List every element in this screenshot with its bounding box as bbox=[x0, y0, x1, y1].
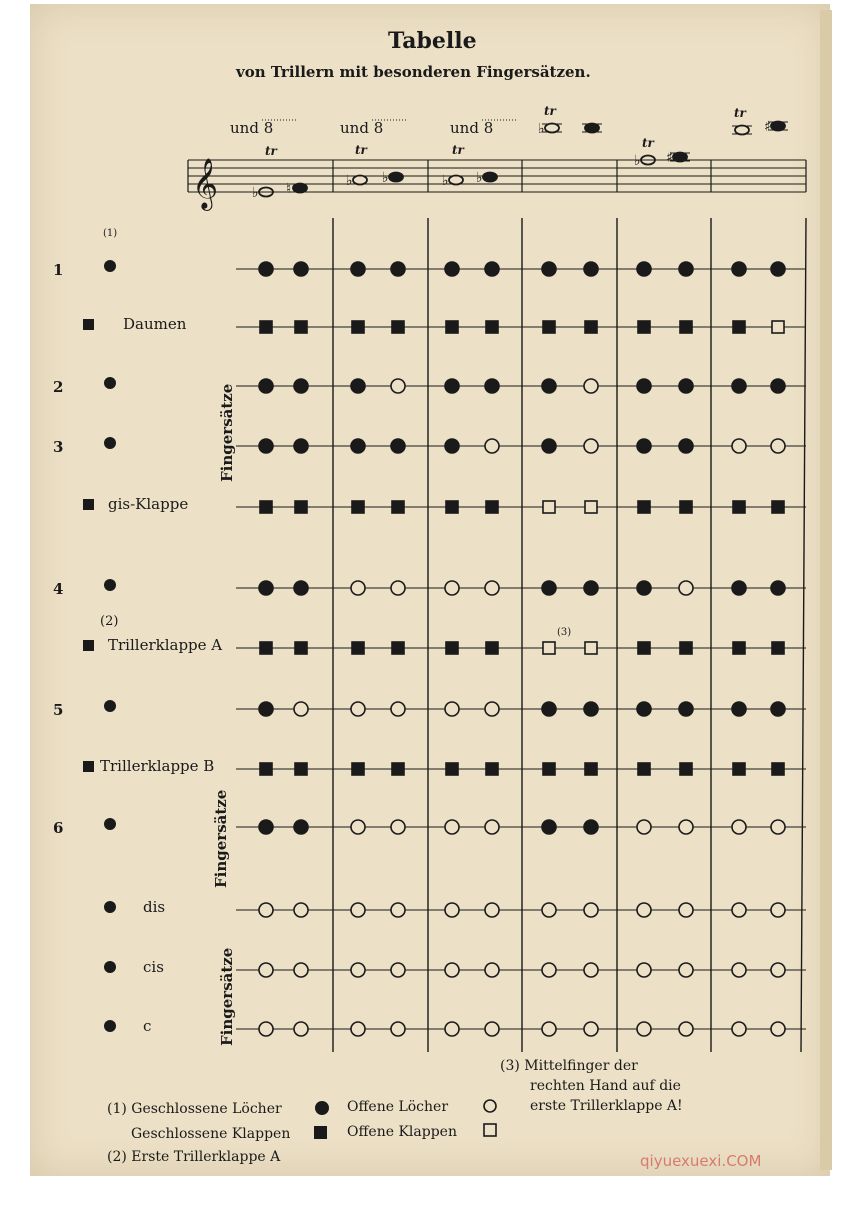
closed-key-icon bbox=[352, 501, 364, 513]
open-hole-icon bbox=[485, 439, 499, 453]
row-number: 6 bbox=[53, 819, 64, 837]
legend-open-key-icon bbox=[484, 1124, 496, 1136]
closed-key-icon bbox=[638, 321, 650, 333]
closed-hole-icon bbox=[637, 702, 651, 716]
open-hole-icon bbox=[584, 903, 598, 917]
row-label: Daumen bbox=[123, 315, 187, 333]
legend-open-hole-icon bbox=[484, 1100, 496, 1112]
closed-hole-icon bbox=[294, 262, 308, 276]
closed-hole-icon bbox=[259, 702, 273, 716]
row-hole-icon bbox=[104, 818, 116, 830]
row-label: c bbox=[143, 1017, 152, 1035]
legend-closed-keys: Geschlossene Klappen bbox=[131, 1126, 291, 1142]
open-hole-icon bbox=[485, 581, 499, 595]
closed-key-icon bbox=[638, 763, 650, 775]
accidental-icon: ♭ bbox=[252, 185, 259, 201]
row-number: 1 bbox=[53, 261, 64, 279]
grid-right-border bbox=[801, 218, 806, 1052]
und-label-2: und 8 bbox=[340, 119, 384, 137]
note-marker-1: (1) bbox=[103, 228, 118, 239]
closed-hole-icon bbox=[584, 262, 598, 276]
open-hole-icon bbox=[294, 1022, 308, 1036]
closed-key-icon bbox=[260, 763, 272, 775]
treble-clef-icon: 𝄞 bbox=[192, 158, 219, 209]
closed-hole-icon bbox=[771, 702, 785, 716]
open-hole-icon bbox=[351, 963, 365, 977]
open-hole-icon bbox=[294, 702, 308, 716]
note-icon bbox=[735, 126, 749, 135]
row-number: 5 bbox=[53, 701, 64, 719]
open-hole-icon bbox=[485, 702, 499, 716]
open-hole-icon bbox=[679, 903, 693, 917]
trill-mark: tr bbox=[544, 104, 556, 118]
closed-hole-icon bbox=[445, 379, 459, 393]
note-head bbox=[346, 173, 367, 189]
open-hole-icon bbox=[771, 1022, 785, 1036]
closed-hole-icon bbox=[351, 379, 365, 393]
closed-hole-icon bbox=[294, 379, 308, 393]
closed-hole-icon bbox=[771, 379, 785, 393]
open-hole-icon bbox=[351, 1022, 365, 1036]
closed-key-icon bbox=[486, 321, 498, 333]
closed-key-icon bbox=[352, 763, 364, 775]
open-hole-icon bbox=[732, 820, 746, 834]
accidental-icon: ♮ bbox=[286, 181, 292, 197]
row-number: 2 bbox=[53, 378, 64, 396]
open-hole-icon bbox=[391, 820, 405, 834]
row-hole-icon bbox=[104, 260, 116, 272]
closed-hole-icon bbox=[445, 439, 459, 453]
closed-key-icon bbox=[486, 501, 498, 513]
open-hole-icon bbox=[732, 903, 746, 917]
open-hole-icon bbox=[771, 963, 785, 977]
closed-hole-icon bbox=[259, 379, 273, 393]
open-hole-icon bbox=[259, 1022, 273, 1036]
accidental-icon: ♯ bbox=[764, 119, 771, 135]
closed-key-icon bbox=[733, 642, 745, 654]
closed-key-icon bbox=[446, 321, 458, 333]
closed-key-icon bbox=[295, 321, 307, 333]
closed-hole-icon bbox=[391, 439, 405, 453]
page-subtitle: von Trillern mit besonderen Fingersätzen. bbox=[236, 63, 591, 81]
closed-hole-icon bbox=[351, 262, 365, 276]
open-hole-icon bbox=[771, 439, 785, 453]
note-head bbox=[252, 185, 273, 201]
open-hole-icon bbox=[445, 1022, 459, 1036]
open-hole-icon bbox=[637, 963, 651, 977]
row-key-icon bbox=[83, 319, 94, 330]
open-hole-icon bbox=[294, 903, 308, 917]
open-hole-icon bbox=[485, 820, 499, 834]
open-hole-icon bbox=[637, 820, 651, 834]
note-head bbox=[634, 153, 655, 169]
closed-hole-icon bbox=[485, 379, 499, 393]
closed-hole-icon bbox=[259, 581, 273, 595]
open-hole-icon bbox=[485, 963, 499, 977]
closed-hole-icon bbox=[294, 820, 308, 834]
open-key-icon bbox=[543, 642, 555, 654]
trill-mark: tr bbox=[265, 144, 277, 158]
open-hole-icon bbox=[391, 963, 405, 977]
closed-key-icon bbox=[638, 642, 650, 654]
closed-hole-icon bbox=[584, 702, 598, 716]
row-label: dis bbox=[143, 898, 166, 916]
closed-key-icon bbox=[638, 501, 650, 513]
note-head bbox=[286, 181, 307, 197]
open-hole-icon bbox=[771, 903, 785, 917]
closed-hole-icon bbox=[294, 581, 308, 595]
row-hole-icon bbox=[104, 961, 116, 973]
und-label-3: und 8 bbox=[450, 119, 494, 137]
open-hole-icon bbox=[485, 903, 499, 917]
closed-hole-icon bbox=[771, 581, 785, 595]
closed-key-icon bbox=[392, 642, 404, 654]
closed-hole-icon bbox=[542, 581, 556, 595]
row-key-icon bbox=[83, 761, 94, 772]
open-hole-icon bbox=[679, 820, 693, 834]
closed-key-icon bbox=[680, 321, 692, 333]
closed-key-icon bbox=[260, 501, 272, 513]
open-key-icon bbox=[772, 321, 784, 333]
note-icon bbox=[585, 124, 599, 133]
legend-closed-key-icon bbox=[314, 1126, 327, 1139]
closed-hole-icon bbox=[445, 262, 459, 276]
open-key-icon bbox=[585, 501, 597, 513]
row-label: cis bbox=[143, 958, 164, 976]
music-staff bbox=[188, 119, 806, 211]
closed-hole-icon bbox=[732, 702, 746, 716]
closed-hole-icon bbox=[732, 379, 746, 393]
row-hole-icon bbox=[104, 579, 116, 591]
closed-key-icon bbox=[446, 763, 458, 775]
accidental-icon: ♭ bbox=[442, 173, 449, 189]
row-number: 3 bbox=[53, 438, 64, 456]
closed-key-icon bbox=[486, 763, 498, 775]
closed-hole-icon bbox=[679, 439, 693, 453]
closed-hole-icon bbox=[679, 262, 693, 276]
open-hole-icon bbox=[732, 1022, 746, 1036]
footnote-3-line-1: (3) Mittelfinger der bbox=[500, 1058, 638, 1074]
closed-key-icon bbox=[543, 763, 555, 775]
row-hole-icon bbox=[104, 1020, 116, 1032]
row-key-icon bbox=[83, 640, 94, 651]
closed-key-icon bbox=[392, 501, 404, 513]
note-icon bbox=[545, 124, 559, 133]
note-head bbox=[538, 121, 562, 137]
closed-key-icon bbox=[680, 501, 692, 513]
closed-hole-icon bbox=[542, 820, 556, 834]
closed-hole-icon bbox=[637, 262, 651, 276]
open-hole-icon bbox=[351, 820, 365, 834]
closed-hole-icon bbox=[542, 262, 556, 276]
note-icon bbox=[483, 173, 497, 182]
open-hole-icon bbox=[637, 903, 651, 917]
open-hole-icon bbox=[294, 963, 308, 977]
closed-key-icon bbox=[733, 321, 745, 333]
closed-hole-icon bbox=[259, 439, 273, 453]
open-hole-icon bbox=[679, 963, 693, 977]
open-hole-icon bbox=[732, 439, 746, 453]
closed-key-icon bbox=[772, 501, 784, 513]
closed-key-icon bbox=[446, 642, 458, 654]
open-hole-icon bbox=[542, 963, 556, 977]
accidental-icon: ♭ bbox=[382, 170, 389, 186]
row-hole-icon bbox=[104, 377, 116, 389]
closed-key-icon bbox=[543, 321, 555, 333]
closed-hole-icon bbox=[391, 262, 405, 276]
closed-hole-icon bbox=[542, 379, 556, 393]
closed-key-icon bbox=[772, 763, 784, 775]
closed-key-icon bbox=[772, 642, 784, 654]
open-hole-icon bbox=[259, 903, 273, 917]
und-label-1: und 8 bbox=[230, 119, 274, 137]
row-hole-icon bbox=[104, 901, 116, 913]
open-hole-icon bbox=[445, 963, 459, 977]
open-hole-icon bbox=[637, 1022, 651, 1036]
legend-closed-hole-icon bbox=[315, 1101, 329, 1115]
legend-first-trill-key: (2) Erste Trillerklappe A bbox=[107, 1149, 281, 1165]
open-hole-icon bbox=[351, 581, 365, 595]
note-head bbox=[732, 126, 752, 135]
closed-hole-icon bbox=[732, 262, 746, 276]
note-icon bbox=[673, 153, 687, 162]
closed-hole-icon bbox=[732, 581, 746, 595]
note-icon bbox=[771, 122, 785, 131]
open-hole-icon bbox=[584, 439, 598, 453]
accidental-icon: ♭ bbox=[346, 173, 353, 189]
legend-open-keys: Offene Klappen bbox=[347, 1124, 457, 1140]
closed-hole-icon bbox=[485, 262, 499, 276]
note-head bbox=[442, 173, 463, 189]
row-number: 4 bbox=[53, 580, 64, 598]
closed-hole-icon bbox=[351, 439, 365, 453]
note-icon bbox=[449, 176, 463, 185]
open-hole-icon bbox=[391, 903, 405, 917]
closed-hole-icon bbox=[584, 581, 598, 595]
open-hole-icon bbox=[351, 903, 365, 917]
trill-mark: tr bbox=[452, 143, 464, 157]
note-head bbox=[582, 124, 602, 133]
closed-key-icon bbox=[260, 321, 272, 333]
accidental-icon: ♯ bbox=[666, 150, 673, 166]
closed-key-icon bbox=[585, 763, 597, 775]
closed-hole-icon bbox=[679, 379, 693, 393]
row-hole-icon bbox=[104, 700, 116, 712]
closed-hole-icon bbox=[771, 262, 785, 276]
open-hole-icon bbox=[445, 581, 459, 595]
closed-key-icon bbox=[446, 501, 458, 513]
closed-hole-icon bbox=[542, 702, 556, 716]
page-title: Tabelle bbox=[388, 28, 477, 54]
open-hole-icon bbox=[542, 1022, 556, 1036]
footnote-3-line-2: rechten Hand auf die bbox=[530, 1078, 681, 1094]
note-head bbox=[666, 150, 690, 166]
closed-hole-icon bbox=[584, 820, 598, 834]
open-hole-icon bbox=[771, 820, 785, 834]
open-hole-icon bbox=[679, 1022, 693, 1036]
legend-open-holes: Offene Löcher bbox=[347, 1099, 449, 1115]
side-label-fingersatze-1: Fingersätze bbox=[218, 383, 236, 482]
open-key-icon bbox=[585, 642, 597, 654]
closed-hole-icon bbox=[542, 439, 556, 453]
row-label: Trillerklappe A bbox=[108, 636, 223, 654]
open-hole-icon bbox=[732, 963, 746, 977]
closed-key-icon bbox=[295, 642, 307, 654]
open-hole-icon bbox=[584, 379, 598, 393]
open-hole-icon bbox=[391, 379, 405, 393]
note-icon bbox=[389, 173, 403, 182]
footnote-3-line-3: erste Trillerklappe A! bbox=[530, 1098, 683, 1114]
closed-hole-icon bbox=[259, 820, 273, 834]
closed-hole-icon bbox=[259, 262, 273, 276]
closed-key-icon bbox=[680, 642, 692, 654]
legend-closed-holes: (1) Geschlossene Löcher bbox=[107, 1101, 282, 1117]
open-hole-icon bbox=[391, 1022, 405, 1036]
open-hole-icon bbox=[391, 702, 405, 716]
closed-key-icon bbox=[486, 642, 498, 654]
row-label: Trillerklappe B bbox=[100, 757, 215, 775]
open-hole-icon bbox=[485, 1022, 499, 1036]
closed-key-icon bbox=[680, 763, 692, 775]
closed-hole-icon bbox=[679, 702, 693, 716]
open-hole-icon bbox=[584, 963, 598, 977]
watermark: qiyuexuexi.COM bbox=[640, 1152, 762, 1170]
closed-key-icon bbox=[392, 321, 404, 333]
note-head bbox=[764, 119, 788, 135]
closed-key-icon bbox=[585, 321, 597, 333]
side-label-fingersatze-3: Fingersätze bbox=[218, 947, 236, 1046]
note-marker-2: (2) bbox=[100, 614, 119, 629]
closed-key-icon bbox=[392, 763, 404, 775]
trill-mark: tr bbox=[355, 143, 367, 157]
open-hole-icon bbox=[351, 702, 365, 716]
closed-key-icon bbox=[260, 642, 272, 654]
note-marker-3: (3) bbox=[557, 627, 572, 638]
trill-mark: tr bbox=[734, 106, 746, 120]
row-key-icon bbox=[83, 499, 94, 510]
accidental-icon: ♭ bbox=[634, 153, 641, 169]
row-hole-icon bbox=[104, 437, 116, 449]
closed-hole-icon bbox=[294, 439, 308, 453]
fingering-grid bbox=[236, 218, 806, 1052]
closed-hole-icon bbox=[637, 439, 651, 453]
open-key-icon bbox=[543, 501, 555, 513]
side-label-fingersatze-2: Fingersätze bbox=[212, 789, 230, 888]
accidental-icon: ♭ bbox=[538, 121, 545, 137]
open-hole-icon bbox=[584, 1022, 598, 1036]
closed-hole-icon bbox=[637, 581, 651, 595]
open-hole-icon bbox=[259, 963, 273, 977]
open-hole-icon bbox=[445, 820, 459, 834]
open-hole-icon bbox=[445, 702, 459, 716]
row-label: gis-Klappe bbox=[108, 495, 189, 513]
closed-key-icon bbox=[352, 321, 364, 333]
accidental-icon: ♭ bbox=[476, 170, 483, 186]
closed-key-icon bbox=[733, 501, 745, 513]
open-hole-icon bbox=[445, 903, 459, 917]
trill-mark: tr bbox=[642, 136, 654, 150]
closed-hole-icon bbox=[637, 379, 651, 393]
open-hole-icon bbox=[542, 903, 556, 917]
note-icon bbox=[293, 184, 307, 193]
closed-key-icon bbox=[733, 763, 745, 775]
closed-key-icon bbox=[352, 642, 364, 654]
note-icon bbox=[353, 176, 367, 185]
closed-key-icon bbox=[295, 763, 307, 775]
open-hole-icon bbox=[391, 581, 405, 595]
closed-key-icon bbox=[295, 501, 307, 513]
open-hole-icon bbox=[679, 581, 693, 595]
